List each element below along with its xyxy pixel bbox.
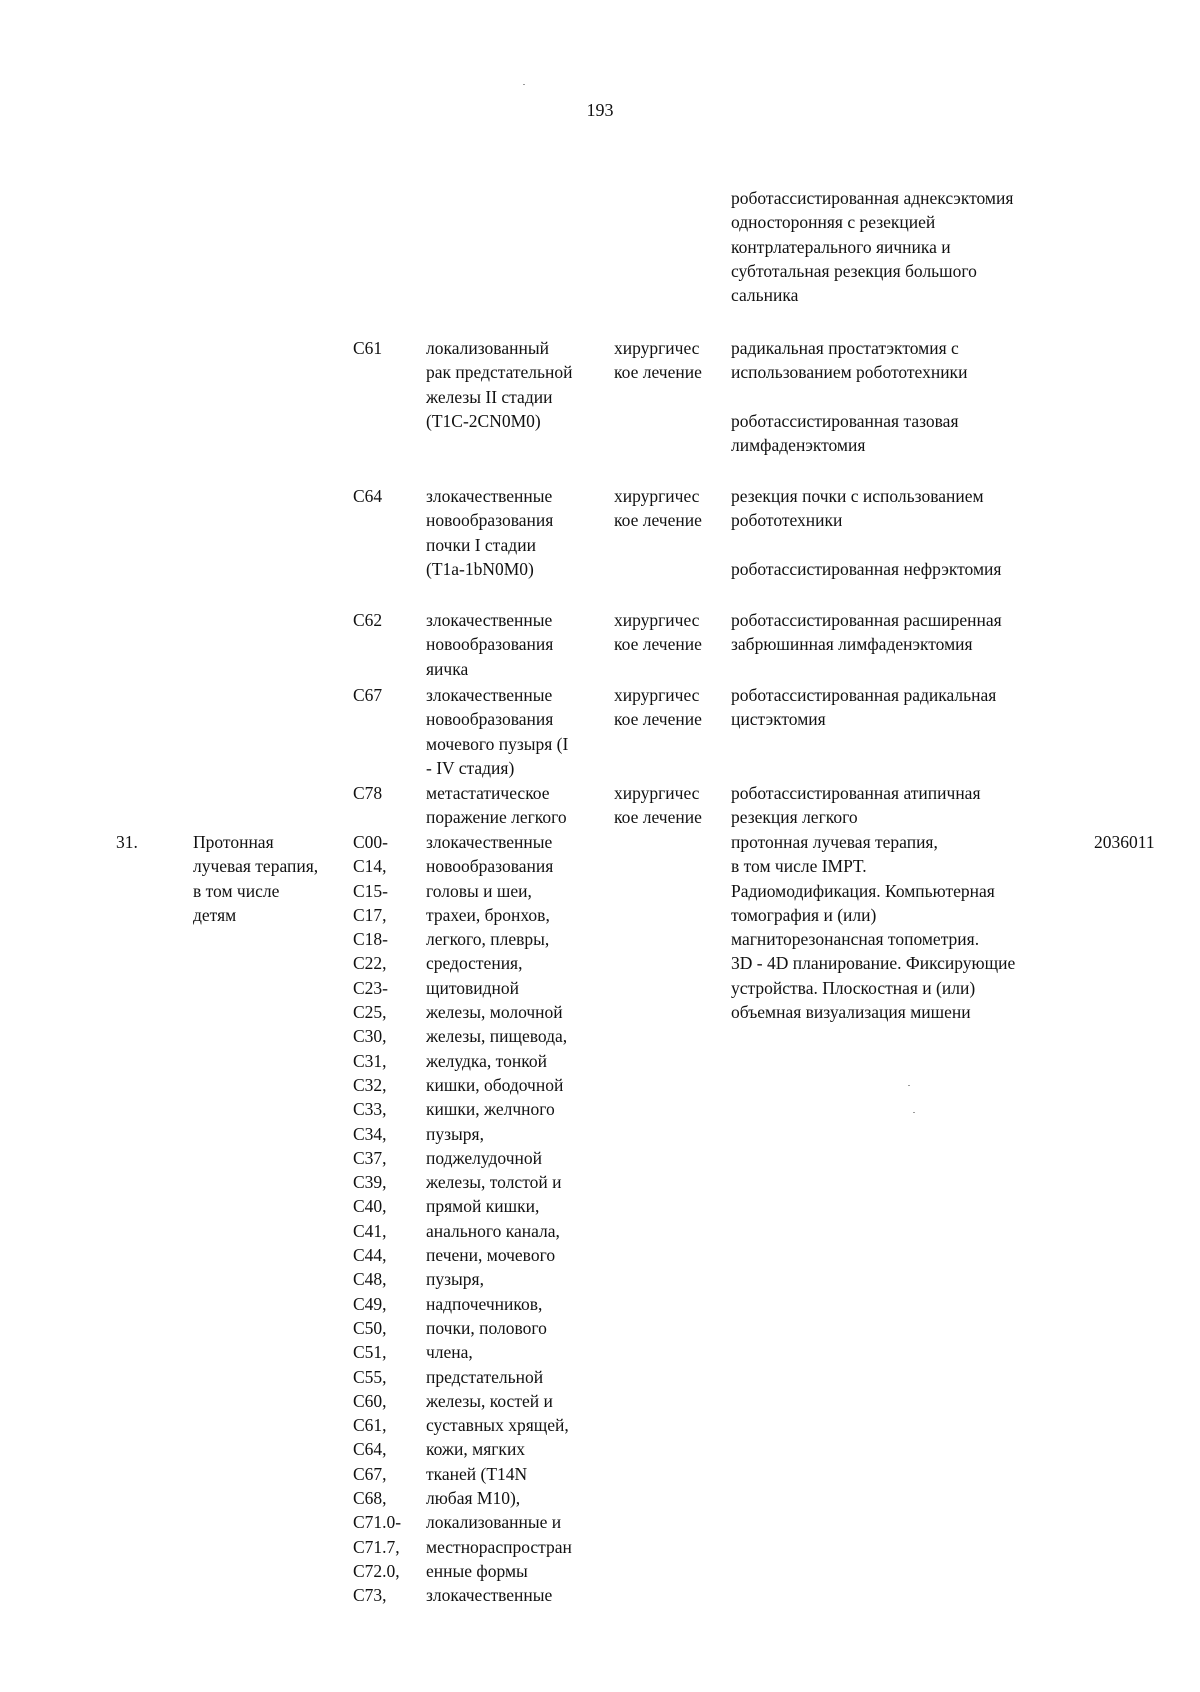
- diagnosis-cell: метастатическое поражение легкого: [426, 783, 567, 828]
- cost-cell: 2036011: [1094, 832, 1155, 852]
- treatment-cell: хирургичес кое лечение: [614, 338, 702, 383]
- scan-speck: [908, 1085, 910, 1086]
- code-cell: C62: [353, 610, 383, 630]
- methods-cell: роботассистированная аднексэктомия односторонняя с резекцией контрлатерального яичника и субтотальная резекция большого сальника: [731, 188, 1014, 306]
- scan-speck: [913, 1112, 915, 1113]
- diagnosis-cell: локализованный рак предстательной железы II стадии (T1C-2CN0M0): [426, 338, 573, 431]
- treatment-cell: хирургичес кое лечение: [614, 685, 702, 730]
- treatment-cell: хирургичес кое лечение: [614, 783, 702, 828]
- item-name: Протонная лучевая терапия, в том числе детям: [193, 832, 319, 925]
- code-list: C00- C14, C15- C17, C18- C22, C23- C25, C30, C31, C32, C33, C34, C37, C39, C40, C41, C44, C48, C49, C50, C51, C55, C60, C61, C64, C67, C68, C71.0- C71.7, C72.0, C73,: [353, 832, 402, 1606]
- scan-speck: [523, 84, 525, 85]
- methods-cell: резекция почки с использованием робототехники роботассистированная нефрэктомия: [731, 486, 1002, 579]
- diagnosis-cell: злокачественные новообразования почки I стадии (T1a-1bN0M0): [426, 486, 554, 579]
- methods-cell: радикальная простатэктомия с использованием робототехники роботассистированная тазовая лимфаденэктомия: [731, 338, 968, 456]
- item-number: 31.: [116, 832, 138, 852]
- methods-cell: роботассистированная радикальная цистэктомия: [731, 685, 997, 730]
- treatment-cell: хирургичес кое лечение: [614, 486, 702, 531]
- code-cell: C61: [353, 338, 383, 358]
- methods-cell: роботассистированная атипичная резекция легкого: [731, 783, 981, 828]
- code-cell: C67: [353, 685, 383, 705]
- code-cell: C78: [353, 783, 383, 803]
- methods-cell: роботассистированная расширенная забрюшинная лимфаденэктомия: [731, 610, 1002, 655]
- treatment-cell: хирургичес кое лечение: [614, 610, 702, 655]
- page-number: 193: [586, 100, 614, 120]
- code-cell: C64: [353, 486, 383, 506]
- diagnosis-cell: злокачественные новообразования мочевого пузыря (I - IV стадия): [426, 685, 569, 778]
- diagnosis-cell: злокачественные новообразования головы и шеи, трахеи, бронхов, легкого, плевры, средостения, щитовидной железы, молочной железы, пищевода, желудка, тонкой кишки, ободочной кишки, желчного пузыря, поджелудочной железы, толстой и прямой кишки, анального канала, печени, мочевого пузыря, надпочечников, почки, полового члена, предстательной железы, костей и суставных хрящей, кожи, мягких тканей (T14N любая M10), локализованные и местнораспростран енные формы злокачественные: [426, 832, 572, 1606]
- methods-cell: протонная лучевая терапия, в том числе IMPT. Радиомодификация. Компьютерная томография и (или) магниторезонансная топометрия. 3D - 4D планирование. Фиксирующие устройства. Плоскостная и (или) объемная визуализация мишени: [731, 832, 1016, 1023]
- diagnosis-cell: злокачественные новообразования яичка: [426, 610, 554, 679]
